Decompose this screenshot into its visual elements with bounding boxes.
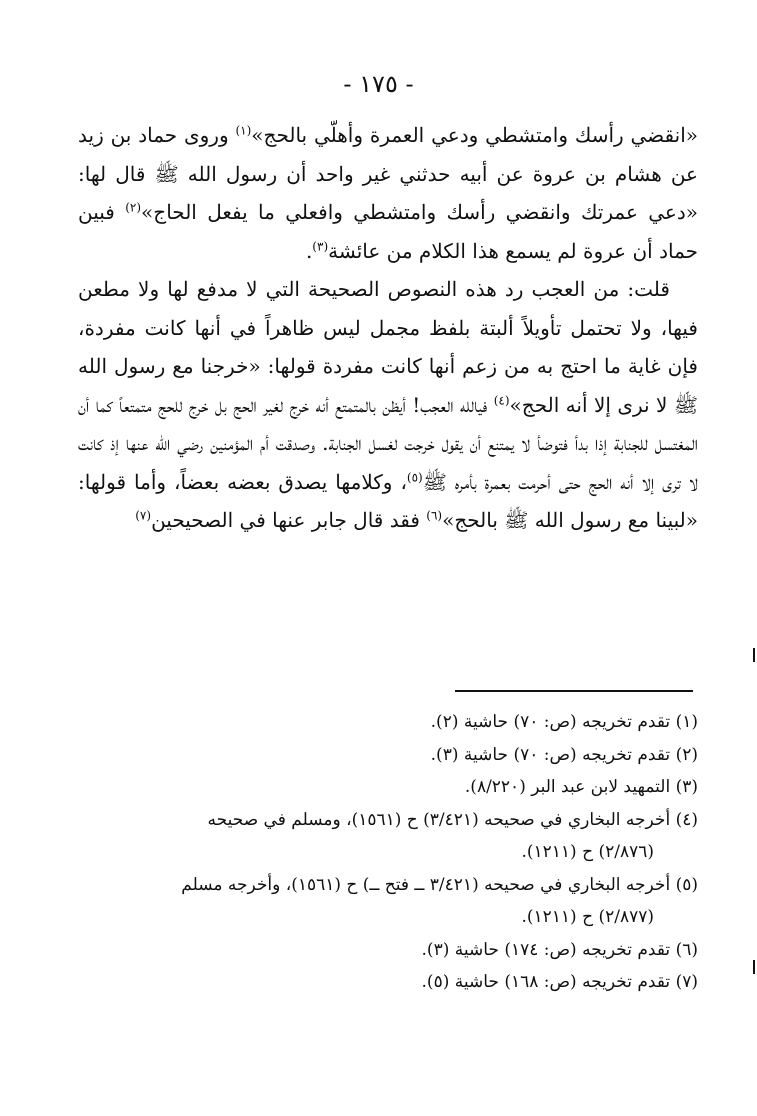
footnote-ref-4: (٤) (493, 392, 510, 407)
footnote-3: (٣) التمهيد لابن عبد البر (٨/٢٢٠). (464, 777, 698, 797)
text-run: فيالله العجب! أيظن بالمتمتع أنه خرج لغير الحج بل خرج للحج متمتعاً كما أن المغتسل للجنابة إذا بدأ فتوضأ لا يمتنع أن يقول خرجت لغسل الجنابة. وصدقت أم المؤمنين رضي الله عنها إذ كانت لا ترى إلا أنه الحج حتى أحرمت بعمرة بأمره ﷺ (78, 392, 698, 494)
footnote-ref-2: (٢) (125, 200, 142, 215)
footnote-ref-1: (١) (235, 123, 252, 138)
footnote-7: (٧) تقدم تخريجه (ص: ١٦٨) حاشية (٥). (421, 972, 698, 992)
footnote-ref-7: (٧) (135, 508, 152, 523)
text-run: وروى حماد بن زيد عن هشام بن عروة عن أبيه حدثني غير واحد أن رسول الله ﷺ قال لها: «دعي عمرتك وانقضي رأسك وامتشطي وافعلي ما يفعل الحاج» (78, 123, 698, 224)
scan-edge-mark (753, 960, 755, 974)
footnote-5-continuation: (٢/٨٧٧) ح (١٢١١). (521, 907, 654, 927)
footnote-ref-6: (٦) (426, 508, 443, 523)
main-text (78, 116, 698, 540)
footnote-4: (٤) أخرجه البخاري في صحيحه (٣/٤٢١) ح (١٥٦١)، ومسلم في صحيحه (207, 809, 698, 830)
text-run: ، وكلامها يصدق بعضه بعضاً، وأما قولها: «لبينا مع رسول الله ﷺ بالحج» (78, 469, 698, 532)
text-run: فبين حماد أن عروة لم يسمع هذا الكلام من عائشة (78, 200, 698, 263)
footnote-ref-3: (٣) (312, 238, 329, 253)
footnote-divider (455, 690, 693, 692)
text-run: فقد قال جابر عنها في الصحيحين (151, 508, 427, 532)
footnote-5: (٥) أخرجه البخاري في صحيحه (٣/٤٢١ ــ فتح ــ) ح (١٥٦١)، وأخرجه مسلم (181, 874, 698, 895)
page-number: - ١٧٥ - (343, 70, 414, 98)
text-run: «انقضي رأسك وامتشطي ودعي العمرة وأهلّي بالحج» (251, 123, 698, 147)
paragraph-2 (78, 270, 698, 540)
footnote-6: (٦) تقدم تخريجه (ص: ١٧٤) حاشية (٣). (421, 939, 698, 960)
footnote-4-continuation: (٢/٨٧٦) ح (١٢١١). (521, 842, 654, 862)
paragraph-1 (78, 116, 698, 270)
text-run: . (305, 238, 313, 263)
footnotes (78, 706, 698, 999)
footnote-ref-5: (٥) (406, 469, 423, 484)
footnote-1: (١) تقدم تخريجه (ص: ٧٠) حاشية (٢). (430, 712, 698, 732)
scan-edge-mark (753, 648, 755, 662)
footnote-2: (٢) تقدم تخريجه (ص: ٧٠) حاشية (٣). (430, 744, 698, 765)
text-run: قلت: من العجب رد هذه النصوص الصحيحة التي لا مدفع لها ولا مطعن فيها، ولا تحتمل تأويلاً ألبتة بلفظ مجمل ليس ظاهراً في أنها كانت مفردة، فإن غاية ما احتج به من زعم أنها كانت مفردة قولها: «خرجنا مع رسول الله ﷺ لا نرى إلا أنه الحج» (78, 277, 699, 417)
